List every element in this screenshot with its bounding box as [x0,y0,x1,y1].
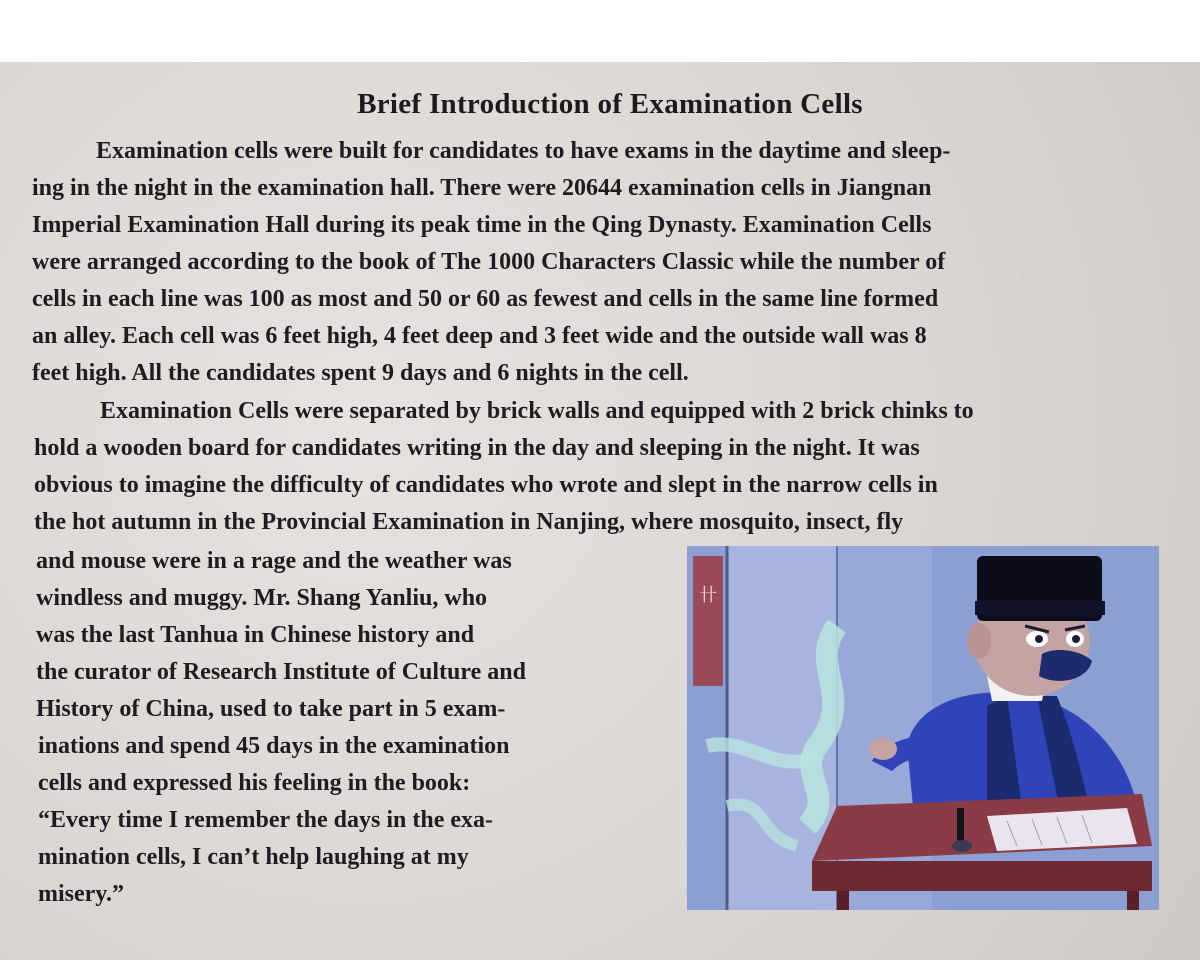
text-line: windless and muggy. Mr. Shang Yanliu, who [36,585,488,611]
text-line: the curator of Research Institute of Culture and [36,659,526,685]
text-line: an alley. Each cell was 6 feet high, 4 feet deep and 3 feet wide and the outside wall was 8 [32,323,927,349]
scholar-in-cell-drawing [687,546,1159,910]
page-title: Brief Introduction of Examination Cells [357,88,863,120]
text-line: Examination Cells were separated by brick walls and equipped with 2 brick chinks to [100,398,974,424]
text-line: misery.” [38,881,124,907]
text-line: obvious to imagine the difficulty of candidates who wrote and slept in the narrow cells in [34,472,938,498]
text-line: inations and spend 45 days in the examination [38,733,510,759]
text-line: were arranged according to the book of The 1000 Characters Classic while the number of [32,249,946,275]
cartoon-illustration [687,546,1159,910]
text-line: feet high. All the candidates spent 9 days and 6 nights in the cell. [32,360,689,386]
text-line: mination cells, I can’t help laughing at my [38,844,469,870]
text-line: cells and expressed his feeling in the book: [38,770,471,796]
text-line: was the last Tanhua in Chinese history and [36,622,475,648]
text-line: cells in each line was 100 as most and 50 or 60 as fewest and cells in the same line formed [32,286,939,312]
text-line: Examination cells were built for candidates to have exams in the daytime and sleep- [96,138,951,164]
text-line: hold a wooden board for candidates writing in the day and sleeping in the night. It was [34,435,920,461]
svg-text:卄: 卄 [699,585,717,606]
text-line: History of China, used to take part in 5 exam- [36,696,506,722]
text-line: the hot autumn in the Provincial Examination in Nanjing, where mosquito, insect, fly [34,509,904,535]
text-line: Imperial Examination Hall during its peak time in the Qing Dynasty. Examination Cells [32,212,932,238]
text-line: ing in the night in the examination hall. There were 20644 examination cells in Jiangnan [32,175,932,201]
text-line: “Every time I remember the days in the exa- [38,807,494,833]
text-line: and mouse were in a rage and the weather was [36,548,512,574]
information-sign [0,62,1200,960]
